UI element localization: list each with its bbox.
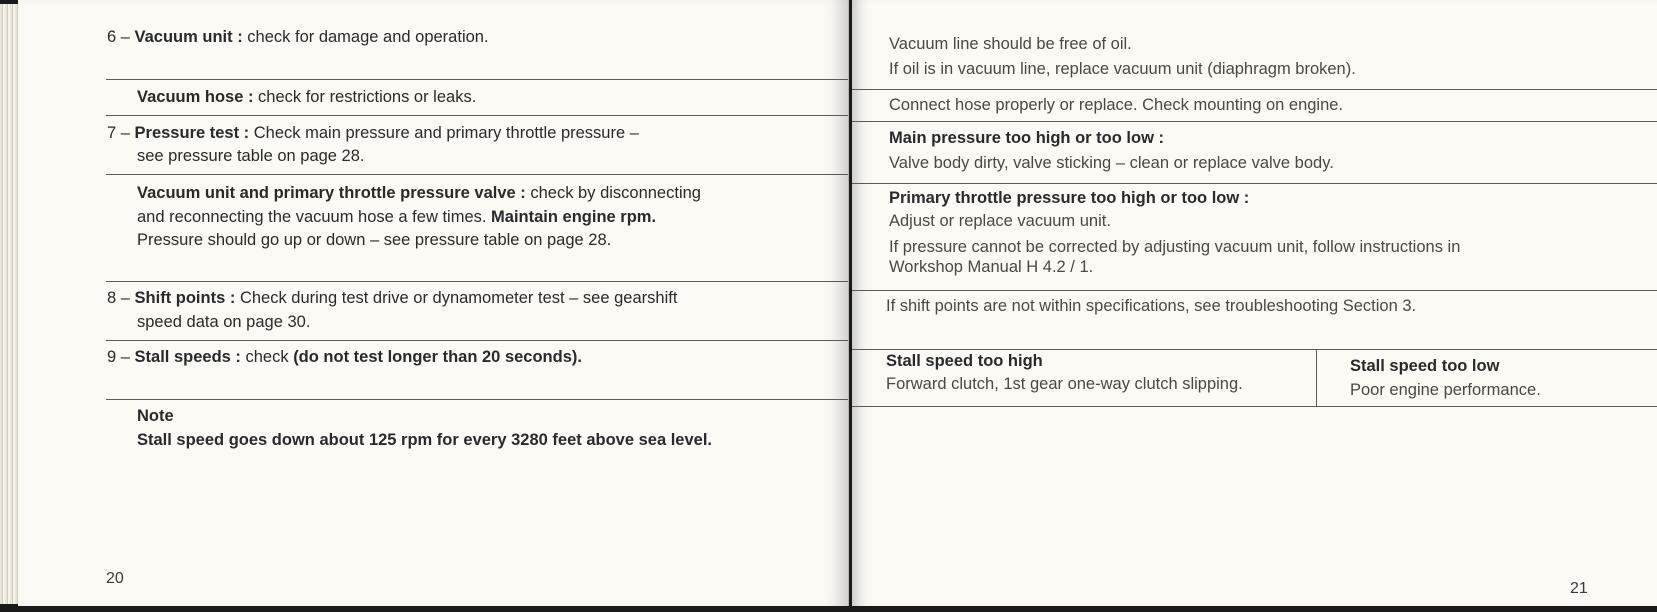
- page-number-right: 21: [1570, 580, 1588, 597]
- vacuum-hose-title: Vacuum hose :: [137, 88, 254, 106]
- stall-low-text: Poor engine performance.: [1350, 381, 1541, 399]
- item-8-text: Check during test drive or dynamometer test – see gearshift: [235, 289, 678, 307]
- stall-high-title: [886, 350, 1043, 373]
- divider: [852, 89, 1657, 90]
- item-7-line2: see pressure table on page 28.: [137, 147, 365, 165]
- item-7-text: Check main pressure and primary throttle pressure –: [249, 124, 639, 142]
- divider: [106, 174, 848, 175]
- r3-title: [889, 127, 1164, 150]
- r3-line2: Valve body dirty, valve sticking – clean or replace valve body.: [889, 154, 1334, 172]
- stall-high-title-text: Stall speed too high: [886, 352, 1043, 370]
- item-7-number: 7 –: [107, 124, 130, 142]
- note-title: [137, 405, 174, 428]
- divider: [852, 183, 1657, 184]
- divider: [106, 399, 848, 400]
- r4-line2: Adjust or replace vacuum unit.: [889, 212, 1111, 230]
- item-7-title: Pressure test :: [134, 124, 250, 142]
- r4-title-text: Primary throttle pressure too high or too low :: [889, 189, 1250, 207]
- item-6-number: 6 –: [107, 28, 130, 46]
- note-title-text: Note: [137, 407, 174, 425]
- item-8: [107, 287, 677, 310]
- divider: [106, 340, 848, 341]
- r1-line1: Vacuum line should be free of oil.: [889, 35, 1132, 53]
- item-6-text: check for damage and operation.: [242, 28, 489, 46]
- stall-low-title: [1350, 355, 1499, 378]
- divider: [106, 281, 848, 282]
- item-7: [107, 122, 639, 145]
- item-8-line2: speed data on page 30.: [137, 313, 311, 331]
- vacuum-valve-title: Vacuum unit and primary throttle pressure valve :: [137, 184, 526, 202]
- column-divider: [1316, 349, 1317, 406]
- r4-line3: If pressure cannot be corrected by adjusting vacuum unit, follow instructions in: [889, 238, 1461, 256]
- divider: [106, 115, 848, 116]
- divider: [106, 79, 848, 80]
- divider: [852, 406, 1657, 407]
- vacuum-valve: [137, 182, 701, 205]
- note-text: [137, 429, 712, 452]
- vacuum-hose: [137, 86, 476, 109]
- divider: [852, 121, 1657, 122]
- item-9-warning: (do not test longer than 20 seconds).: [293, 348, 582, 366]
- item-9-number: 9 –: [107, 348, 130, 366]
- item-6: [107, 26, 489, 49]
- stall-high-text: Forward clutch, 1st gear one-way clutch slipping.: [886, 375, 1243, 393]
- vacuum-valve-line2-text: and reconnecting the vacuum hose a few times.: [137, 208, 492, 226]
- r4-title: [889, 187, 1249, 210]
- divider: [852, 290, 1657, 291]
- r3-title-text: Main pressure too high or too low :: [889, 129, 1164, 147]
- item-8-title: Shift points :: [134, 289, 236, 307]
- vacuum-valve-line3: Pressure should go up or down – see pressure table on page 28.: [137, 231, 612, 249]
- vacuum-hose-text: check for restrictions or leaks.: [253, 88, 477, 106]
- r2-line1: Connect hose properly or replace. Check mounting on engine.: [889, 96, 1344, 114]
- r4-line4: Workshop Manual H 4.2 / 1.: [889, 258, 1094, 276]
- item-9-text: check: [240, 348, 294, 366]
- vacuum-valve-line2: [137, 206, 656, 229]
- vacuum-valve-text: check by disconnecting: [525, 184, 701, 202]
- r5-line1: If shift points are not within specifications, see troubleshooting Section 3.: [886, 297, 1417, 315]
- vacuum-valve-line2-bold: Maintain engine rpm.: [491, 208, 657, 226]
- r1-line2: If oil is in vacuum line, replace vacuum unit (diaphragm broken).: [889, 60, 1356, 78]
- stall-low-title-text: Stall speed too low: [1350, 357, 1500, 375]
- note-body: Stall speed goes down about 125 rpm for every 3280 feet above sea level.: [137, 431, 712, 449]
- item-6-title: Vacuum unit :: [134, 28, 243, 46]
- item-9-title: Stall speeds :: [134, 348, 241, 366]
- page-number-left: 20: [106, 570, 124, 587]
- right-page: [852, 0, 1657, 606]
- item-8-number: 8 –: [107, 289, 130, 307]
- left-page: [18, 0, 849, 606]
- item-9: [107, 346, 582, 369]
